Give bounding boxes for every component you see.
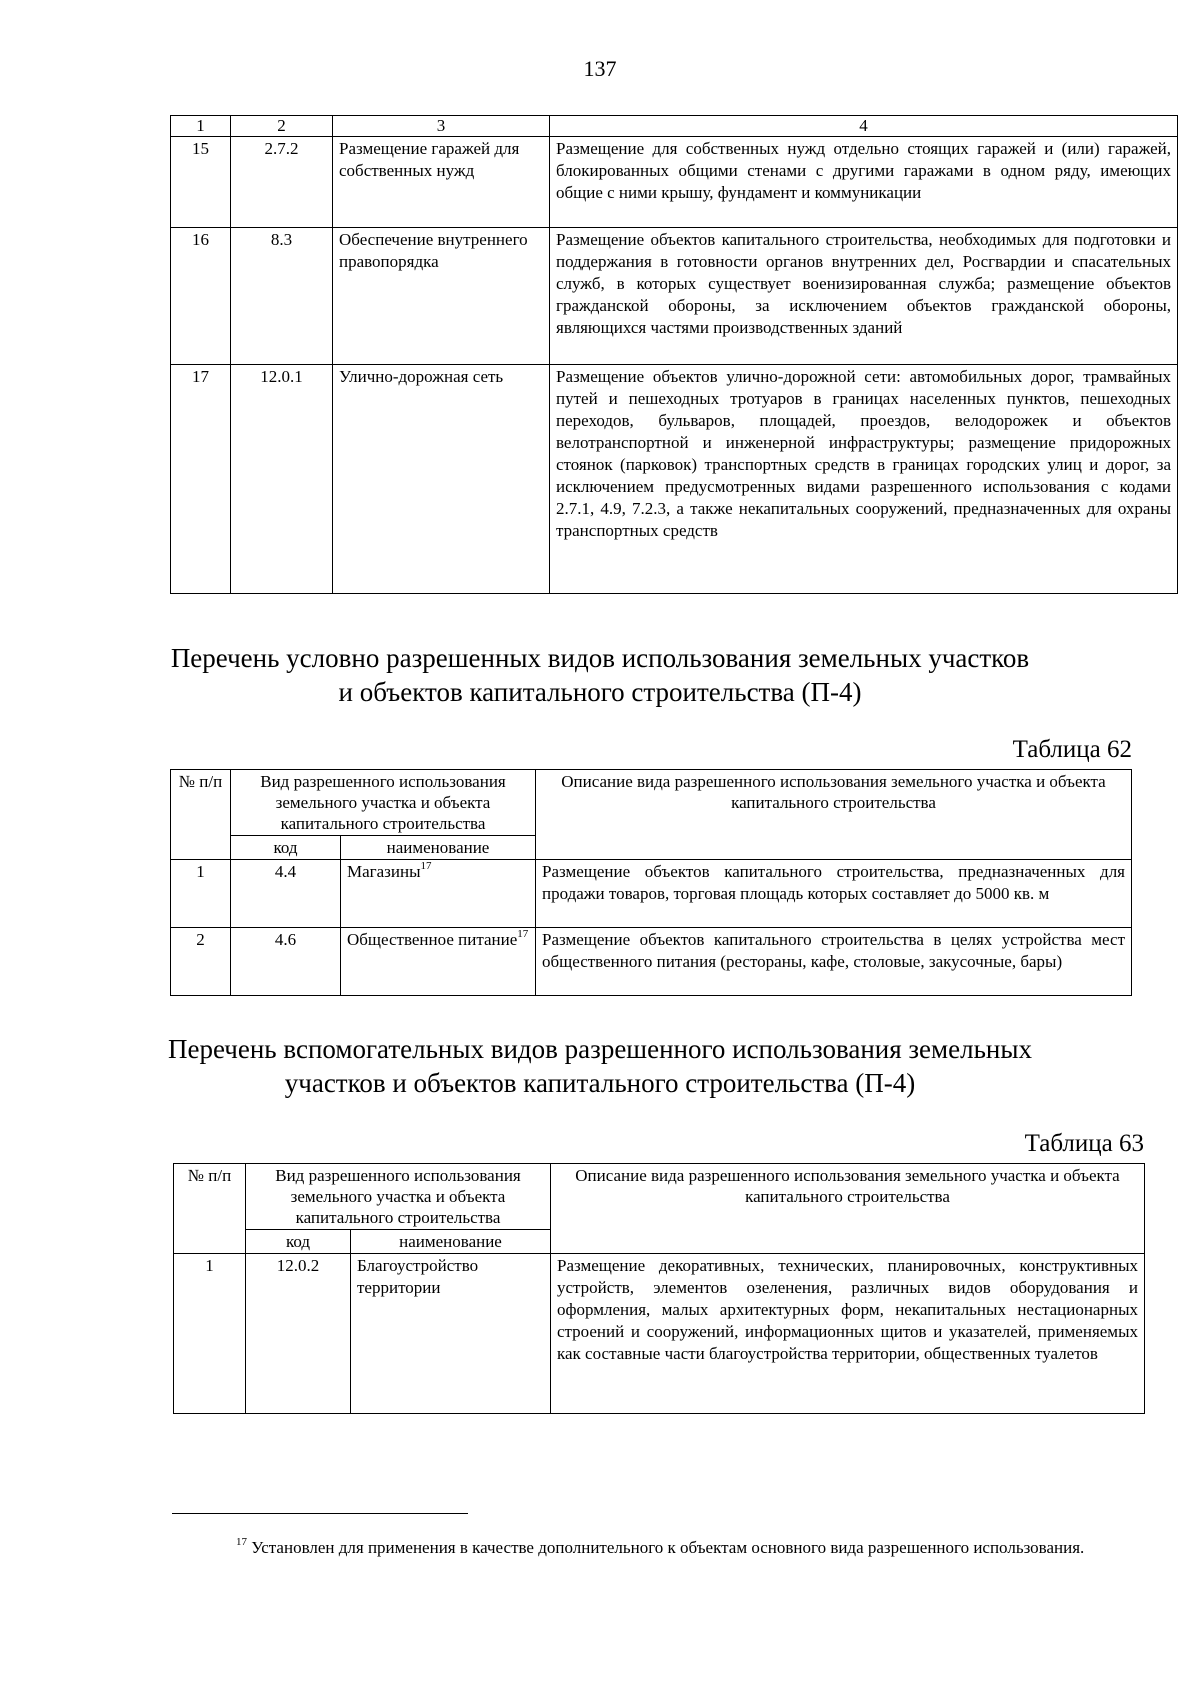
header-kind: Вид разрешенного использования земельного участка и объекта капитального строительства	[246, 1164, 551, 1230]
section-title-line: Перечень вспомогательных видов разрешенного использования земельных	[168, 1034, 1032, 1064]
row-code: 2.7.2	[231, 137, 333, 228]
header-description: Описание вида разрешенного использования земельного участка и объекта капитального строительства	[536, 770, 1132, 860]
footnote-separator	[172, 1513, 468, 1514]
table-row	[171, 928, 1132, 996]
row-description: Размещение объектов капитального строительства в целях устройства мест общественного питания (рестораны, кафе, столовые, закусочные, бары)	[536, 928, 1132, 996]
header-kind: Вид разрешенного использования земельного участка и объекта капитального строительства	[231, 770, 536, 836]
header-cell: 3	[333, 116, 550, 137]
header-cell: 4	[550, 116, 1178, 137]
row-name	[341, 860, 536, 928]
section-title-line: Перечень условно разрешенных видов использования земельных участков	[170, 643, 1030, 673]
row-description: Размещение объектов капитального строительства, необходимых для подготовки и поддержания в готовности органов внутренних дел, Росгвардии и спасательных служб, в которых существует военизированная служба; размещение объектов гражданской обороны, за исключением объектов гражданской обороны, являющихся частями производственных зданий	[550, 228, 1178, 365]
row-code: 12.0.2	[246, 1254, 351, 1414]
table-caption: Таблица 62	[1012, 736, 1132, 763]
row-name-text: Общественное питание	[347, 930, 518, 949]
table-row	[171, 860, 1132, 928]
row-number: 16	[171, 228, 231, 365]
table-header-row	[174, 1164, 1145, 1230]
header-cell: 1	[171, 116, 231, 137]
row-name: Размещение гаражей для собственных нужд	[333, 137, 550, 228]
table-row	[174, 1254, 1145, 1414]
table-row	[171, 228, 1178, 365]
header-num: № п/п	[174, 1164, 246, 1254]
footnote-marker: 17	[236, 1536, 247, 1549]
footnote-text: Установлен для применения в качестве дополнительного к объектам основного вида разрешенного использования.	[251, 1538, 1085, 1557]
header-num: № п/п	[171, 770, 231, 860]
section-title-auxiliary	[0, 1032, 1200, 1100]
row-name: Улично-дорожная сеть	[333, 365, 550, 594]
footnote-ref: 17	[420, 860, 432, 873]
section-title-line: и объектов капитального строительства (П-4)	[338, 677, 862, 707]
row-number: 2	[171, 928, 231, 996]
row-code: 4.6	[231, 928, 341, 996]
table-header-row	[171, 770, 1132, 836]
section-title-conditional	[0, 641, 1200, 709]
header-description: Описание вида разрешенного использования земельного участка и объекта капитального строительства	[551, 1164, 1145, 1254]
row-name	[341, 928, 536, 996]
row-name: Обеспечение внутреннего правопорядка	[333, 228, 550, 365]
table-row	[171, 365, 1178, 594]
row-number: 15	[171, 137, 231, 228]
row-description: Размещение объектов улично-дорожной сети: автомобильных дорог, трамвайных путей и пешеходных тротуаров в границах населенных пунктов, пешеходных переходов, бульваров, площадей, проездов, велодорожек и объектов велотранспортной и инженерной инфраструктуры; размещение придорожных стоянок (парковок) транспортных средств в границах городских улиц и дорог, за исключением предусмотренных видами разрешенного использования с кодами 2.7.1, 4.9, 7.2.3, а также некапитальных сооружений, предназначенных для охраны транспортных средств	[550, 365, 1178, 594]
section-title-line: участков и объектов капитального строительства (П-4)	[284, 1068, 916, 1098]
row-name-text: Магазины	[347, 862, 421, 881]
header-code: код	[246, 1230, 351, 1254]
table-row	[171, 137, 1178, 228]
row-description: Размещение декоративных, технических, планировочных, конструктивных устройств, элементов озеленения, различных видов оборудования и оформления, малых архитектурных форм, некапитальных нестационарных строений и сооружений, информационных щитов и указателей, применяемых как составные части благоустройства территории, общественных туалетов	[551, 1254, 1145, 1414]
row-code: 12.0.1	[231, 365, 333, 594]
row-code: 4.4	[231, 860, 341, 928]
row-code: 8.3	[231, 228, 333, 365]
header-name: наименование	[341, 836, 536, 860]
header-code: код	[231, 836, 341, 860]
footnote-ref: 17	[517, 928, 529, 941]
row-number: 17	[171, 365, 231, 594]
header-cell: 2	[231, 116, 333, 137]
row-number: 1	[174, 1254, 246, 1414]
table-header-row	[171, 116, 1178, 137]
row-number: 1	[171, 860, 231, 928]
page-number: 137	[583, 56, 617, 81]
row-description: Размещение для собственных нужд отдельно стоящих гаражей и (или) гаражей, блокированных общими стенами с другими гаражами в одном ряду, имеющих общие с ними крышу, фундамент и коммуникации	[550, 137, 1178, 228]
continued-table	[170, 115, 1178, 594]
table-caption: Таблица 63	[1024, 1130, 1144, 1157]
table-62	[170, 769, 1132, 996]
row-name: Благоустройство территории	[351, 1254, 551, 1414]
footnote	[172, 1536, 1140, 1559]
table-63	[173, 1163, 1145, 1414]
row-description: Размещение объектов капитального строительства, предназначенных для продажи товаров, торговая площадь которых составляет до 5000 кв. м	[536, 860, 1132, 928]
header-name: наименование	[351, 1230, 551, 1254]
